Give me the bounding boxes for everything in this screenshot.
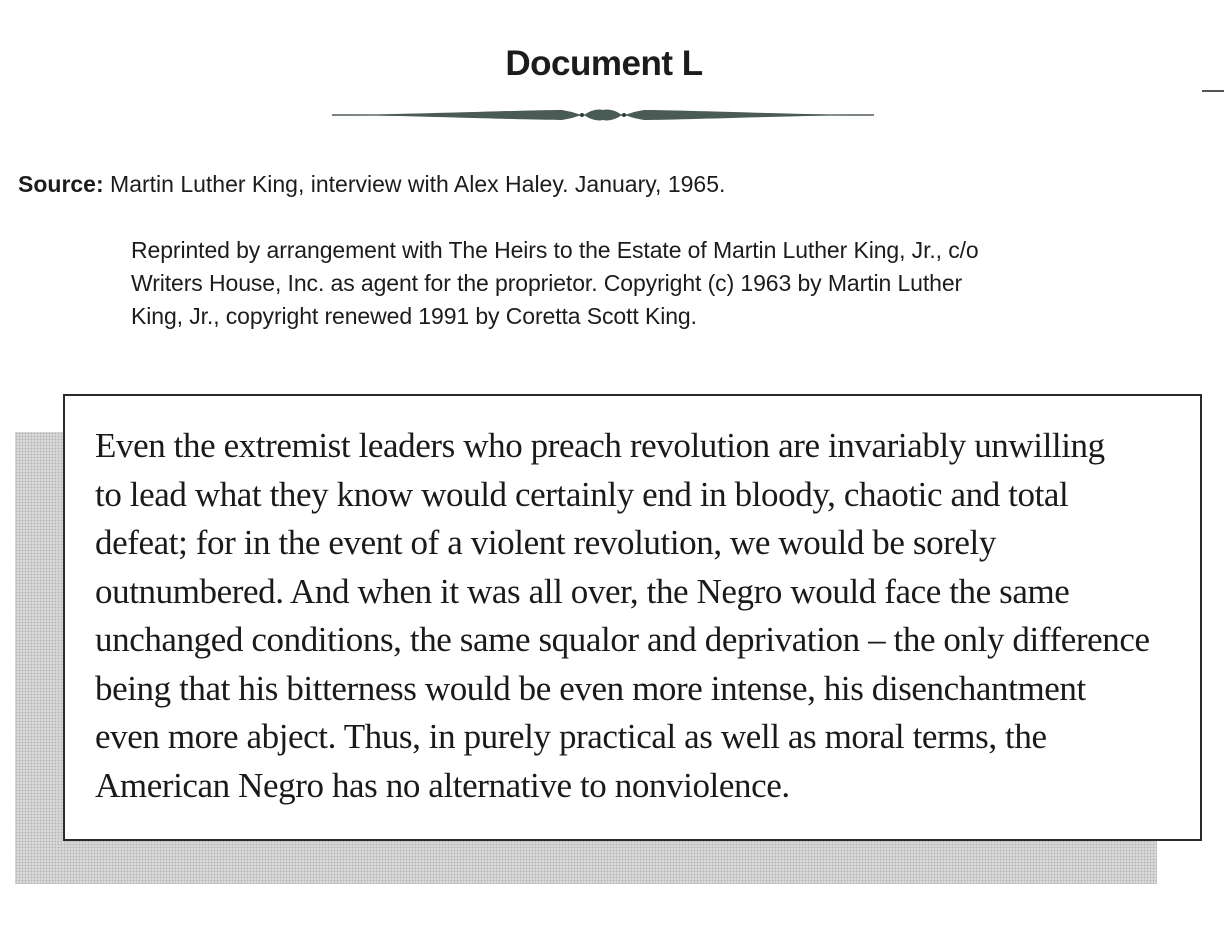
copyright-line: Reprinted by arrangement with The Heirs to the Estate of Martin Luther King, Jr., c/o (131, 237, 979, 263)
quote-line: American Negro has no alternative to nonviolence. (95, 765, 790, 805)
source-line (18, 171, 725, 198)
quote-line: to lead what they know would certainly end in bloody, chaotic and total (95, 474, 1069, 514)
edge-mark (1202, 90, 1224, 92)
copyright-notice (131, 234, 1131, 333)
quote-line: defeat; for in the event of a violent revolution, we would be sorely (95, 523, 996, 562)
quote-box (63, 394, 1202, 841)
copyright-line: Writers House, Inc. as agent for the proprietor. Copyright (c) 1963 by Martin Luther (131, 270, 963, 296)
quote-line: even more abject. Thus, in purely practical as well as moral terms, the (95, 717, 1047, 756)
quote-line: being that his bitterness would be even more intense, his disenchantment (95, 668, 1086, 708)
document-title: Document L (505, 44, 703, 83)
title-divider-ornament (332, 104, 874, 126)
quote-line: unchanged conditions, the same squalor and deprivation – the only difference (95, 620, 1150, 659)
copyright-line: King, Jr., copyright renewed 1991 by Coretta Scott King. (131, 303, 697, 329)
quote-line: Even the extremist leaders who preach revolution are invariably unwilling (95, 426, 1105, 465)
quote-line: outnumbered. And when it was all over, the Negro would face the same (95, 571, 1070, 611)
quote-text (95, 422, 1190, 810)
source-label: Source: (18, 171, 104, 197)
source-text: Martin Luther King, interview with Alex Haley. January, 1965. (110, 171, 726, 197)
